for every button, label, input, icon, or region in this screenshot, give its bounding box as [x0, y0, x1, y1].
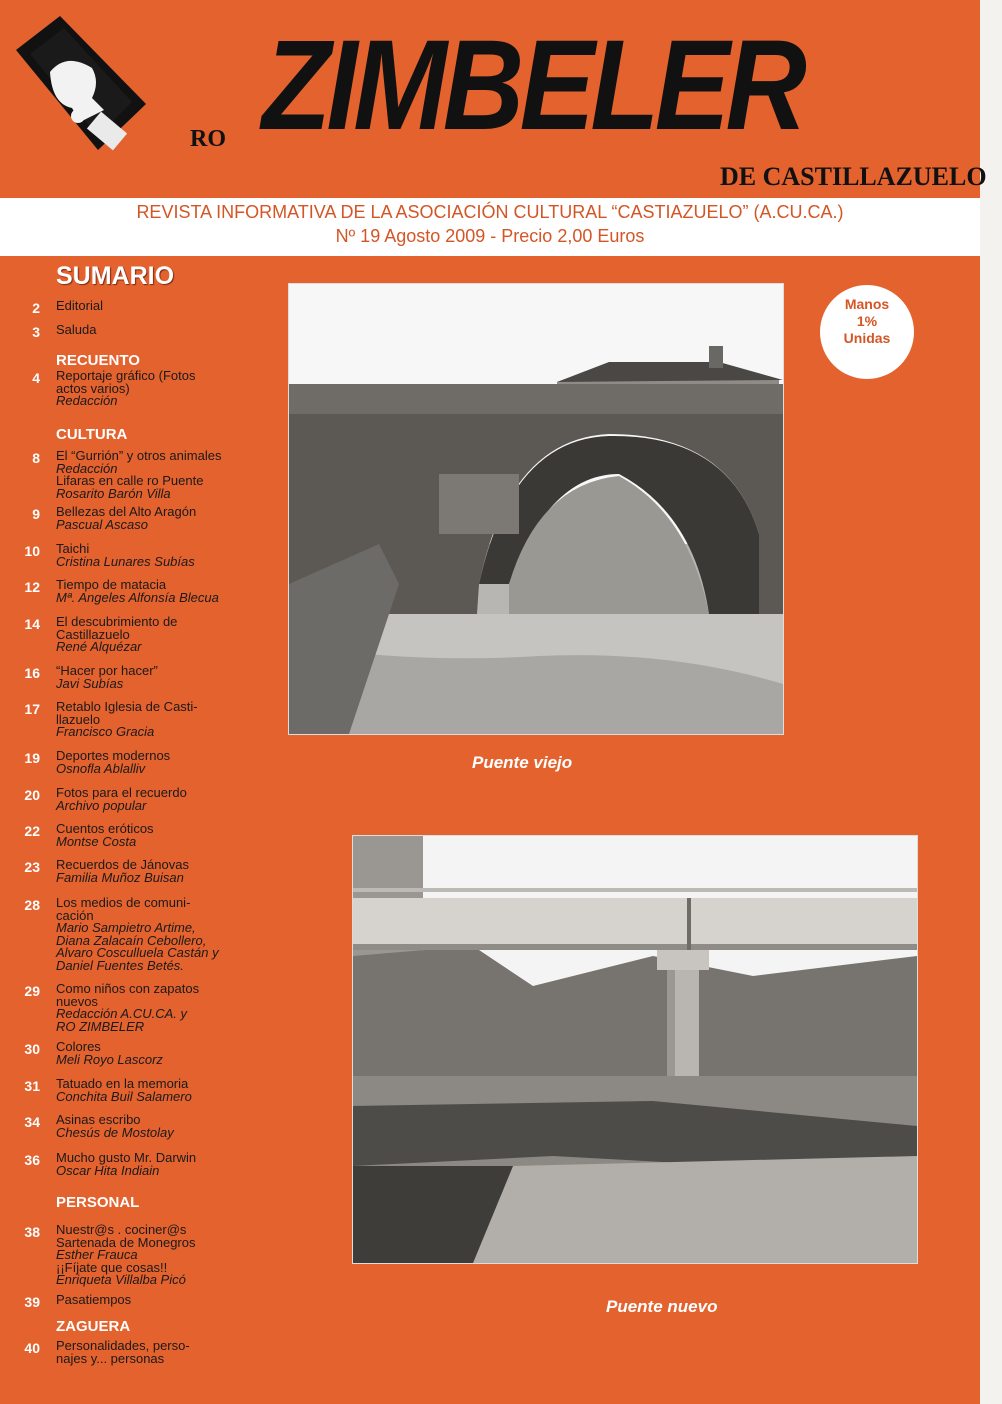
toc-text: [56, 1152, 224, 1177]
toc-author: Meli Royo Lascorz: [56, 1051, 163, 1067]
toc-title: Tiempo de matacia: [56, 577, 167, 592]
toc-author: Diana Zalacaín Cebollero,: [56, 932, 207, 948]
toc-page-number: 38: [24, 1224, 40, 1240]
toc-text: [56, 1114, 224, 1139]
toc-page-number: 20: [24, 787, 40, 803]
section-heading: PERSONAL: [56, 1194, 140, 1211]
new-bridge-photo: [352, 835, 918, 1264]
toc-page-number: 14: [24, 616, 40, 632]
caption-puente-nuevo: Puente nuevo: [606, 1297, 718, 1316]
toc-author: Francisco Gracia: [56, 724, 155, 739]
page-edge: [980, 0, 1002, 1404]
issue-line: Nº 19 Agosto 2009 - Precio 2,00 Euros: [335, 226, 645, 246]
toc-title: Sartenada de Monegros: [56, 1234, 196, 1250]
toc-title: cación: [56, 907, 94, 923]
toc-text: [56, 1340, 224, 1365]
toc-page-number: 31: [24, 1078, 40, 1094]
sumario-title: SUMARIO: [56, 262, 175, 290]
toc-text: [56, 616, 224, 654]
bell-logo: [8, 12, 150, 154]
toc-title: Retablo Iglesia de Casti-: [56, 699, 198, 714]
toc-author: Mario Sampietro Artime,: [56, 920, 196, 935]
toc-author: Redacción: [56, 460, 118, 476]
toc-title: Mucho gusto Mr. Darwin: [56, 1150, 197, 1165]
toc-text: [56, 1294, 224, 1307]
toc-page-number: 29: [24, 983, 40, 999]
toc-author: Archivo popular: [56, 797, 147, 813]
toc-title: Bellezas del Alto Aragón: [56, 504, 197, 519]
toc-title: Editorial: [56, 298, 103, 313]
toc-page-number: 9: [32, 506, 40, 522]
toc-title: Colores: [56, 1039, 101, 1054]
toc-page-number: 4: [32, 370, 40, 386]
toc-title: actos varios): [56, 380, 130, 396]
toc-title: Deportes modernos: [56, 748, 171, 763]
title-place: DE CASTILLAZUELO: [720, 162, 987, 191]
section-heading: ZAGUERA: [56, 1318, 131, 1335]
toc-page-number: 10: [24, 543, 40, 559]
toc-title: Personalidades, perso-: [56, 1338, 190, 1353]
section-heading: RECUENTO: [56, 352, 140, 369]
toc-author: Chesús de Mostolay: [56, 1124, 174, 1140]
toc-page-number: 8: [32, 450, 40, 466]
toc-page-number: 34: [24, 1114, 40, 1130]
toc-text: [56, 665, 224, 690]
toc-author: Familia Muñoz Buisan: [56, 869, 184, 885]
toc-author: Rosarito Barón Villa: [56, 485, 171, 501]
magazine-title: ZIMBELER: [262, 14, 803, 157]
toc-title: Tatuado en la memoria: [56, 1076, 189, 1091]
caption-puente-viejo: Puente viejo: [472, 753, 573, 772]
toc-author: Mª. Angeles Alfonsía Blecua: [56, 589, 219, 605]
toc-page-number: 17: [24, 701, 40, 717]
old-bridge-photo: [288, 283, 784, 735]
toc-text: [56, 370, 224, 408]
toc-author: Alvaro Cosculluela Castán y: [56, 945, 219, 960]
toc-author: Pascual Ascaso: [56, 516, 149, 532]
toc-page-number: 12: [24, 579, 40, 595]
toc-page-number: 19: [24, 750, 40, 766]
toc-text: [56, 787, 224, 812]
toc-title: Recuerdos de Jánovas: [56, 857, 189, 872]
title-prefix: RO: [190, 126, 226, 152]
toc-page-number: 39: [24, 1294, 40, 1310]
toc-title: Pasatiempos: [56, 1292, 132, 1307]
toc-text: [56, 983, 224, 1033]
toc-title: “Hacer por hacer”: [56, 663, 158, 678]
toc-title: Lifaras en calle ro Puente: [56, 473, 204, 488]
toc-title: Cuentos eróticos: [56, 821, 154, 836]
toc-page-number: 23: [24, 859, 40, 875]
toc-author: Cristina Lunares Subías: [56, 553, 195, 569]
toc-text: [56, 543, 224, 568]
toc-title: ¡¡Fíjate que cosas!!: [56, 1259, 168, 1275]
toc-author: René Alquézar: [56, 639, 142, 654]
toc-text: [56, 859, 224, 884]
toc-text: [56, 506, 224, 531]
toc-text: [56, 579, 224, 604]
toc-text: [56, 750, 224, 775]
toc-page-number: 30: [24, 1041, 40, 1057]
toc-title: Taichi: [56, 541, 90, 556]
manos-unidas-badge: Manos 1% Unidas: [820, 285, 914, 379]
toc-title: Asinas escribo: [56, 1112, 141, 1127]
section-heading: CULTURA: [56, 426, 128, 443]
toc-author: Esther Frauca: [56, 1247, 138, 1262]
toc-page-number: 28: [24, 897, 40, 913]
toc-text: [56, 1224, 224, 1287]
toc-page-number: 36: [24, 1152, 40, 1168]
toc-author: Oscar Hita Indiain: [56, 1162, 160, 1178]
toc-title: El “Gurrión” y otros animales: [56, 448, 222, 463]
toc-title: llazuelo: [56, 711, 101, 727]
toc-title: Saluda: [56, 322, 97, 337]
toc-text: [56, 300, 224, 313]
toc-author: Enriqueta Villalba Picó: [56, 1272, 186, 1287]
toc-text: [56, 324, 224, 337]
toc-text: [56, 897, 224, 972]
toc-author: Javi Subías: [56, 675, 124, 691]
toc-title: Castillazuelo: [56, 626, 130, 642]
toc-author: Daniel Fuentes Betés.: [56, 957, 184, 973]
toc-page-number: 16: [24, 665, 40, 681]
association-line: REVISTA INFORMATIVA DE LA ASOCIACIÓN CULTURAL “CASTIAZUELO” (A.CU.CA.): [136, 202, 844, 222]
toc-title: Fotos para el recuerdo: [56, 785, 187, 800]
toc-author: Redacción: [56, 393, 118, 408]
toc-text: [56, 701, 224, 739]
toc-title: Los medios de comuni-: [56, 895, 191, 910]
toc-title: Nuestr@s . cociner@s: [56, 1222, 187, 1237]
toc-page-number: 40: [24, 1340, 40, 1356]
toc-text: [56, 1078, 224, 1103]
toc-title: Reportaje gráfico (Fotos: [56, 368, 196, 383]
toc-title: najes y... personas: [56, 1350, 165, 1366]
toc-author: RO ZIMBELER: [56, 1018, 145, 1034]
toc-text: [56, 1041, 224, 1066]
toc-author: Redacción A.CU.CA. y: [56, 1006, 188, 1021]
toc-text: [56, 450, 224, 500]
toc-author: Osnofla Ablalliv: [56, 760, 146, 776]
toc-author: Conchita Buil Salamero: [56, 1088, 192, 1104]
info-band: [0, 198, 980, 256]
toc-title: Como niños con zapatos: [56, 981, 200, 996]
toc-title: El descubrimiento de: [56, 614, 178, 629]
toc-author: Montse Costa: [56, 833, 137, 849]
toc-text: [56, 823, 224, 848]
toc-page-number: 3: [32, 324, 40, 340]
toc-page-number: 2: [32, 300, 40, 316]
toc-title: nuevos: [56, 993, 98, 1009]
toc-page-number: 22: [24, 823, 40, 839]
